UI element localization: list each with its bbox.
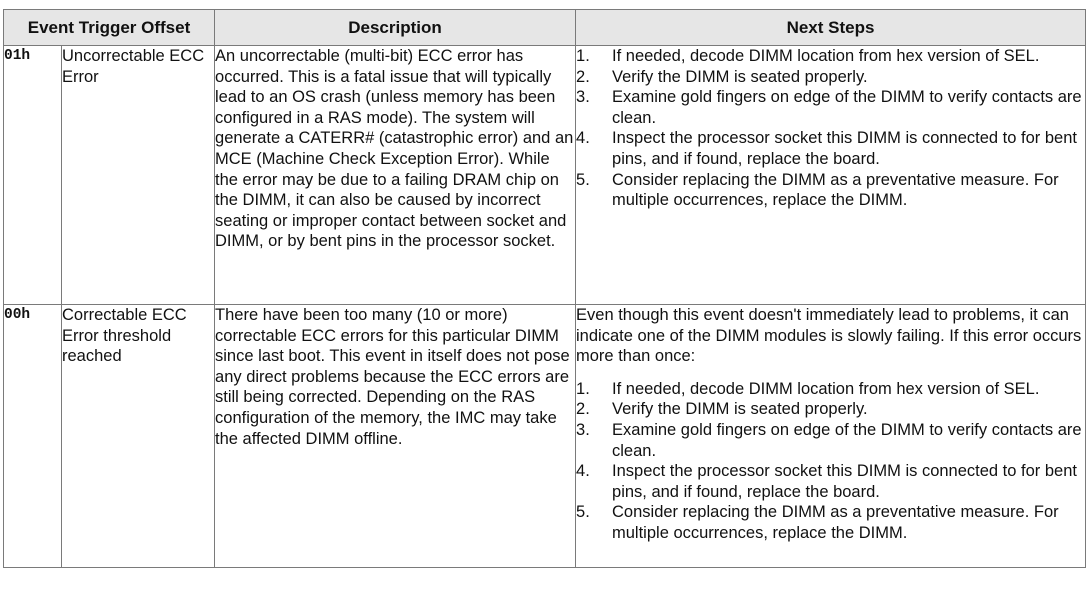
step-number: 3. [576, 88, 590, 107]
step-item [576, 170, 1085, 211]
event-name: Uncorrectable ECC Error [62, 46, 215, 305]
step-text: Verify the DIMM is seated properly. [612, 400, 868, 419]
step-item [576, 502, 1085, 543]
step-item [576, 379, 1085, 400]
step-number: 5. [576, 170, 590, 189]
table-row [4, 46, 1086, 305]
step-number: 4. [576, 462, 590, 481]
next-steps-intro: Even though this event doesn't immediately lead to problems, it can indicate one of the DIMM modules is slowly failing. If this error occurs more than once: [576, 306, 1082, 366]
step-item [576, 420, 1085, 461]
step-text: Verify the DIMM is seated properly. [612, 67, 868, 86]
step-text: Examine gold fingers on edge of the DIMM to verify contacts are clean. [612, 420, 1082, 460]
event-name: Correctable ECC Error threshold reached [62, 305, 215, 568]
header-next-steps: Next Steps [576, 10, 1086, 46]
header-description: Description [215, 10, 576, 46]
step-text: Inspect the processor socket this DIMM is connected to for bent pins, and if found, replace the board. [612, 129, 1077, 168]
step-number: 4. [576, 129, 590, 148]
offset-code: 01h [4, 46, 62, 305]
step-item [576, 87, 1085, 128]
step-number: 1. [576, 47, 590, 65]
step-item [576, 128, 1085, 169]
document-page [3, 9, 1086, 568]
header-row [4, 10, 1086, 46]
step-number: 1. [576, 379, 590, 398]
steps-list [576, 379, 1085, 544]
step-item [576, 67, 1085, 88]
step-item [576, 461, 1085, 502]
step-item [576, 399, 1085, 420]
event-description: An uncorrectable (multi-bit) ECC error has occurred. This is a fatal issue that will typically lead to an OS crash (unless memory has been configured in a RAS mode). The system will generate a CATERR# (catastrophic error) and an MCE (Machine Check Exception Error). While the error may be due to a failing DRAM chip on the DIMM, it can also be caused by incorrect seating or improper contact between socket and DIMM, or by bent pins in the processor socket. [215, 46, 576, 305]
table-row [4, 305, 1086, 568]
steps-list [576, 46, 1085, 211]
header-event-trigger-offset: Event Trigger Offset [4, 10, 215, 46]
step-number: 2. [576, 400, 590, 419]
step-text: Inspect the processor socket this DIMM is connected to for bent pins, and if found, replace the board. [612, 462, 1077, 501]
step-number: 5. [576, 503, 590, 522]
step-item [576, 46, 1085, 67]
step-number: 2. [576, 67, 590, 86]
step-text: Consider replacing the DIMM as a preventative measure. For multiple occurrences, replace the DIMM. [612, 503, 1059, 542]
next-steps-cell [576, 305, 1086, 568]
offset-code: 00h [4, 305, 62, 568]
event-description: There have been too many (10 or more) correctable ECC errors for this particular DIMM since last boot. This event in itself does not pose any direct problems because the ECC errors are still being corrected. Depending on the RAS configuration of the memory, the IMC may take the affected DIMM offline. [215, 305, 576, 568]
next-steps-cell [576, 46, 1086, 305]
step-text: If needed, decode DIMM location from hex version of SEL. [612, 379, 1040, 398]
step-text: If needed, decode DIMM location from hex version of SEL. [612, 47, 1040, 65]
step-text: Consider replacing the DIMM as a preventative measure. For multiple occurrences, replace the DIMM. [612, 170, 1059, 210]
step-number: 3. [576, 420, 590, 439]
step-text: Examine gold fingers on edge of the DIMM to verify contacts are clean. [612, 88, 1082, 127]
event-table [3, 9, 1086, 568]
